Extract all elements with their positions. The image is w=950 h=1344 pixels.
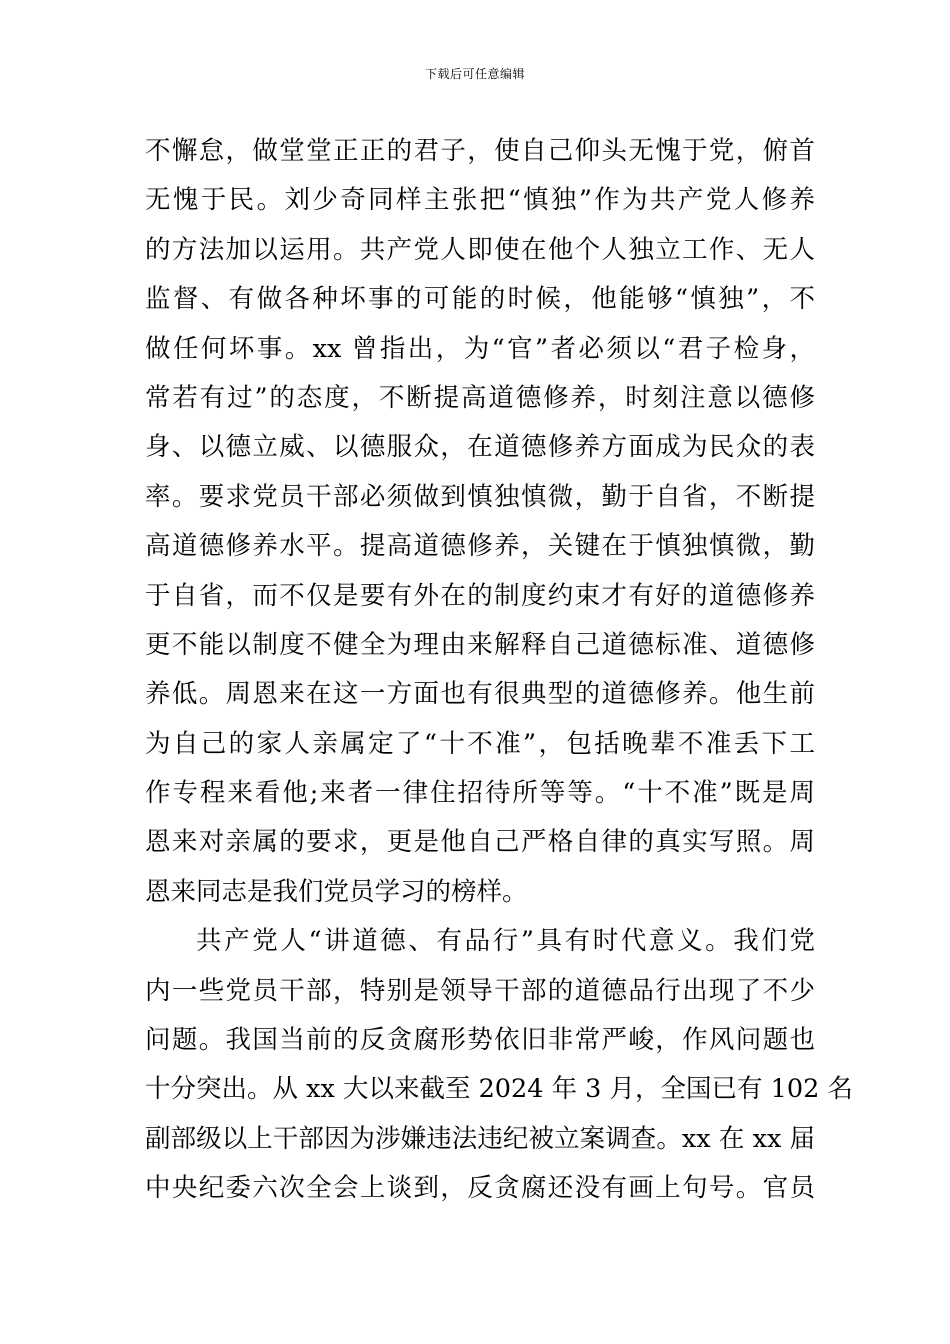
text-line: 养低。周恩来在这一方面也有很典型的道德修养。他生前 (145, 679, 815, 710)
text-line: 常若有过”的态度，不断提高道德修养，时刻注意以德修 (145, 382, 815, 413)
text-line: 共产党人“讲道德、有品行”具有时代意义。我们党 (196, 926, 815, 957)
text-line: 副部级以上干部因为涉嫌违法违纪被立案调查。xx 在 xx 届 (145, 1123, 815, 1154)
text-line: 十分突出。从 xx 大以来截至 2024 年 3 月，全国已有 102 名 (145, 1074, 853, 1105)
text-line: 为自己的家人亲属定了“十不准”，包括晚辈不准丢下工 (145, 728, 815, 759)
text-line: 中央纪委六次全会上谈到，反贪腐还没有画上句号。官员 (145, 1173, 815, 1204)
text-line: 问题。我国当前的反贪腐形势依旧非常严峻，作风问题也 (145, 1025, 815, 1056)
text-line: 高道德修养水平。提高道德修养，关键在于慎独慎微，勤 (145, 531, 815, 562)
text-line: 作专程来看他;来者一律住招待所等等。“十不准”既是周 (145, 778, 815, 809)
paragraph-1 (145, 127, 815, 917)
text-line: 率。要求党员干部必须做到慎独慎微，勤于自省，不断提 (145, 481, 815, 512)
text-line: 恩来同志是我们党员学习的榜样。 (145, 876, 528, 907)
text-line: 于自省，而不仅是要有外在的制度约束才有好的道德修养 (145, 580, 815, 611)
paragraph-2 (145, 917, 853, 1213)
page-header: 下载后可任意编辑 (424, 67, 525, 81)
text-line: 的方法加以运用。共产党人即使在他个人独立工作、无人 (145, 234, 815, 265)
text-line: 监督、有做各种坏事的可能的时候，他能够“慎独”，不 (145, 284, 815, 315)
text-line: 内一些党员干部，特别是领导干部的道德品行出现了不少 (145, 975, 815, 1006)
text-line: 恩来对亲属的要求，更是他自己严格自律的真实写照。周 (145, 827, 815, 858)
text-line: 不懈怠，做堂堂正正的君子，使自己仰头无愧于党，俯首 (145, 136, 815, 166)
text-line: 无愧于民。刘少奇同样主张把“慎独”作为共产党人修养 (145, 185, 815, 216)
text-line: 身、以德立威、以德服众，在道德修养方面成为民众的表 (145, 432, 815, 463)
text-line: 更不能以制度不健全为理由来解释自己道德标准、道德修 (145, 629, 815, 660)
text-line: 做任何坏事。xx 曾指出，为“官”者必须以“君子检身， (145, 333, 815, 364)
document-body (145, 127, 853, 1214)
